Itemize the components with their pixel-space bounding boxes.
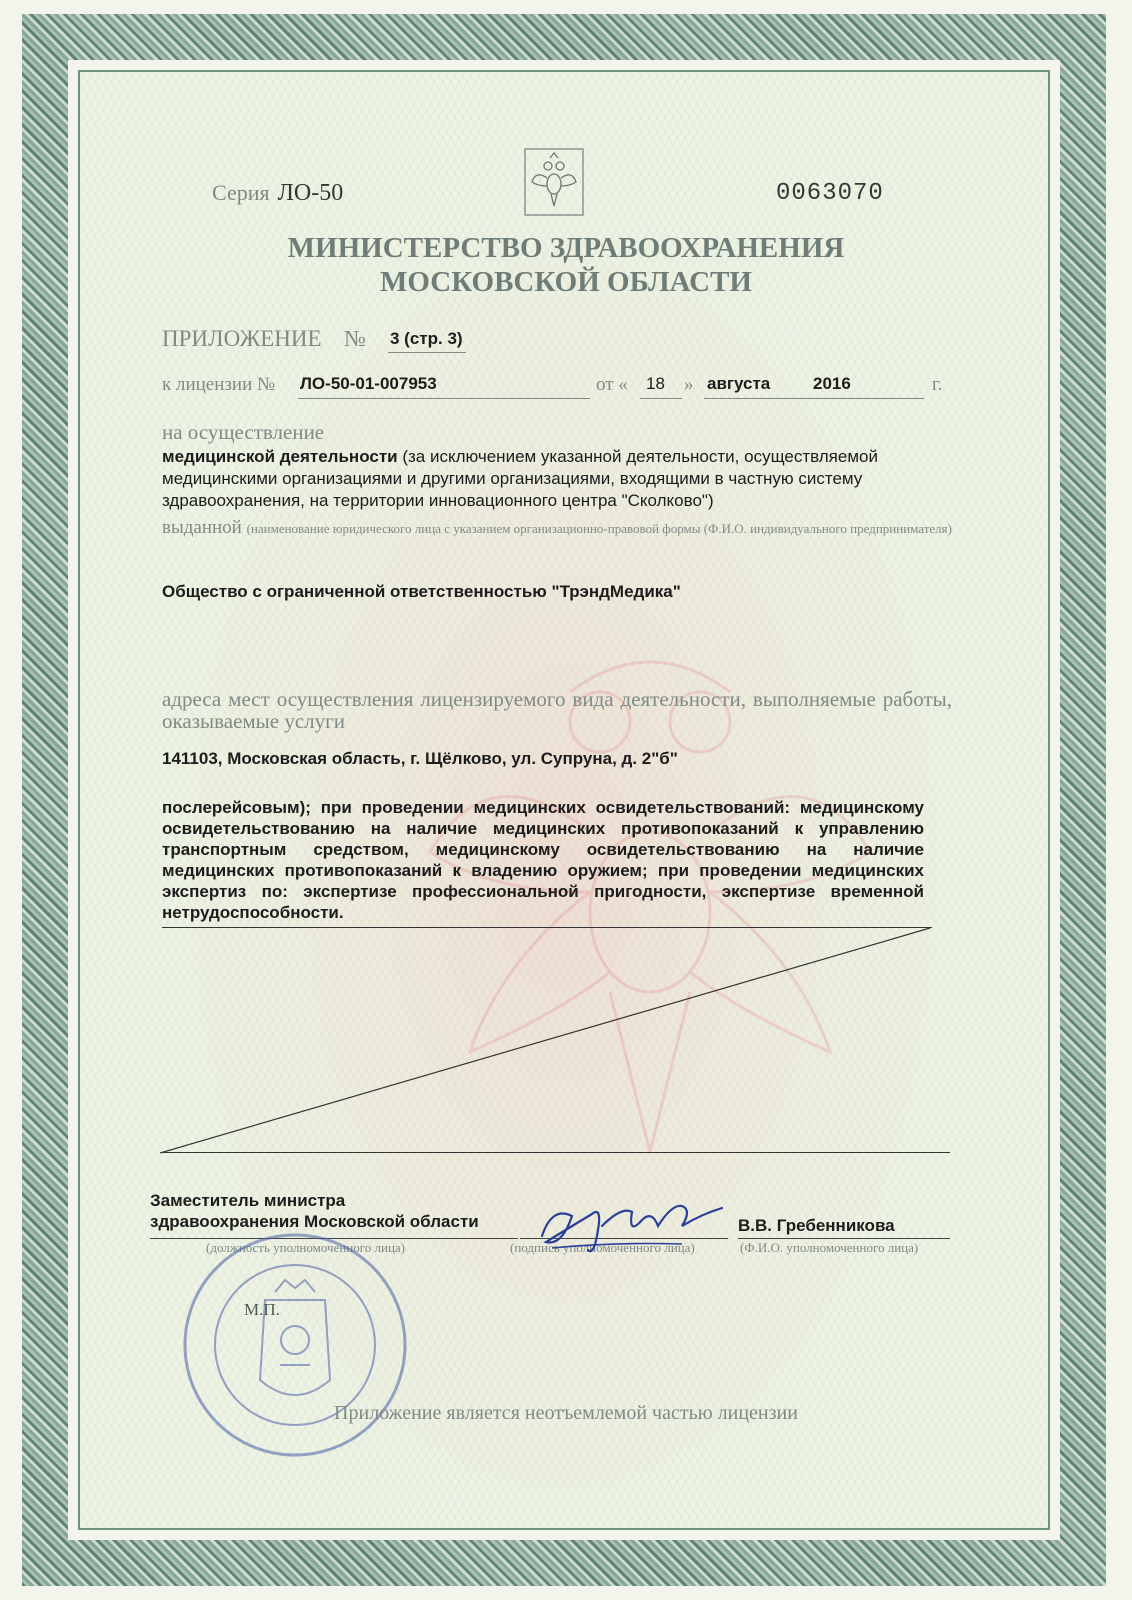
address: 141103, Московская область, г. Щёлково, ул. Супруна, д. 2"б" <box>162 749 678 768</box>
license-month: августа <box>707 374 771 393</box>
license-underline <box>298 398 590 399</box>
position-line2: здравоохранения Московской области <box>150 1212 479 1231</box>
license-day: 18 <box>646 374 665 393</box>
position-line1: Заместитель министра <box>150 1191 346 1210</box>
activity-label: на осуществление <box>162 420 325 444</box>
stamp-place-label: М.П. <box>244 1300 280 1319</box>
ministry-title-line2: МОСКОВСКОЙ ОБЛАСТИ <box>379 266 752 298</box>
footer-note: Приложение является неотъемлемой частью лицензии <box>334 1402 798 1424</box>
services-text: послерейсовым); при проведении медицинских освидетельствований: медицинскому освидетельствованию на наличие медицинских противопоказаний к управлению транспортным средством, медицинскому освидетельствованию на наличие медицинских противопоказаний к владению оружием; при проведении медицинских экспертиз по: экспертизе профессиональной пригодности, экспертизе временной нетрудоспособности. <box>162 798 924 922</box>
coat-of-arms-icon <box>524 148 584 216</box>
appendix-underline <box>388 352 466 353</box>
license-year: 2016 <box>813 374 851 393</box>
official-seal <box>180 1230 410 1460</box>
signature-handwritten <box>532 1186 732 1266</box>
activity-rest: (за исключением указанной деятельности, осуществляемой медицинскими организациями и другими организациями, входящими в частную систему здравоохранения, на территории инновационного центра "Сколково") <box>162 447 878 510</box>
caption-signature: (подпись уполномоченного лица) <box>510 1240 695 1255</box>
appendix-value: 3 (стр. 3) <box>390 329 463 348</box>
addresses-label: адреса мест осуществления лицензируемого вида деятельности, выполняемые работы, оказываемые услуги <box>162 687 952 733</box>
issued-block <box>162 515 962 542</box>
license-number: ЛО-50-01-007953 <box>300 374 437 393</box>
name-underline <box>738 1238 950 1239</box>
caption-name: (Ф.И.О. уполномоченного лица) <box>740 1240 919 1255</box>
strike-bottom-rule <box>162 1152 950 1153</box>
issued-hint: (наименование юридического лица с указанием организационно-правовой формы (Ф.И.О. индивидуального предпринимателя) <box>246 521 952 536</box>
ministry-title-line1: МИНИСТЕРСТВО ЗДРАВООХРАНЕНИЯ <box>287 232 845 264</box>
signatory-position <box>150 1190 479 1232</box>
month-year-underline <box>704 398 924 399</box>
appendix-number-sign: № <box>344 326 366 351</box>
license-from-label: от « <box>596 374 628 395</box>
series <box>212 180 343 207</box>
caption-position: (должность уполномоченного лица) <box>206 1240 406 1255</box>
series-label: Серия <box>212 180 270 205</box>
series-value: ЛО-50 <box>277 180 344 206</box>
serial-number: 0063070 <box>776 180 884 207</box>
organization-name: Общество с ограниченной ответственностью "ТрэндМедика" <box>162 582 681 601</box>
appendix-label: ПРИЛОЖЕНИЕ <box>162 326 322 351</box>
activity-bold: медицинской деятельности <box>162 447 398 466</box>
activity-text <box>162 446 932 512</box>
strike-through-diagonal <box>160 926 932 1154</box>
issued-label: выданной <box>162 517 242 538</box>
strike-top-rule <box>162 927 932 928</box>
license-year-suffix: г. <box>932 374 943 395</box>
license-quote-close: » <box>684 374 694 395</box>
day-underline <box>640 398 682 399</box>
signatory-name: В.В. Гребенникова <box>738 1216 895 1235</box>
license-label: к лицензии № <box>162 374 276 395</box>
